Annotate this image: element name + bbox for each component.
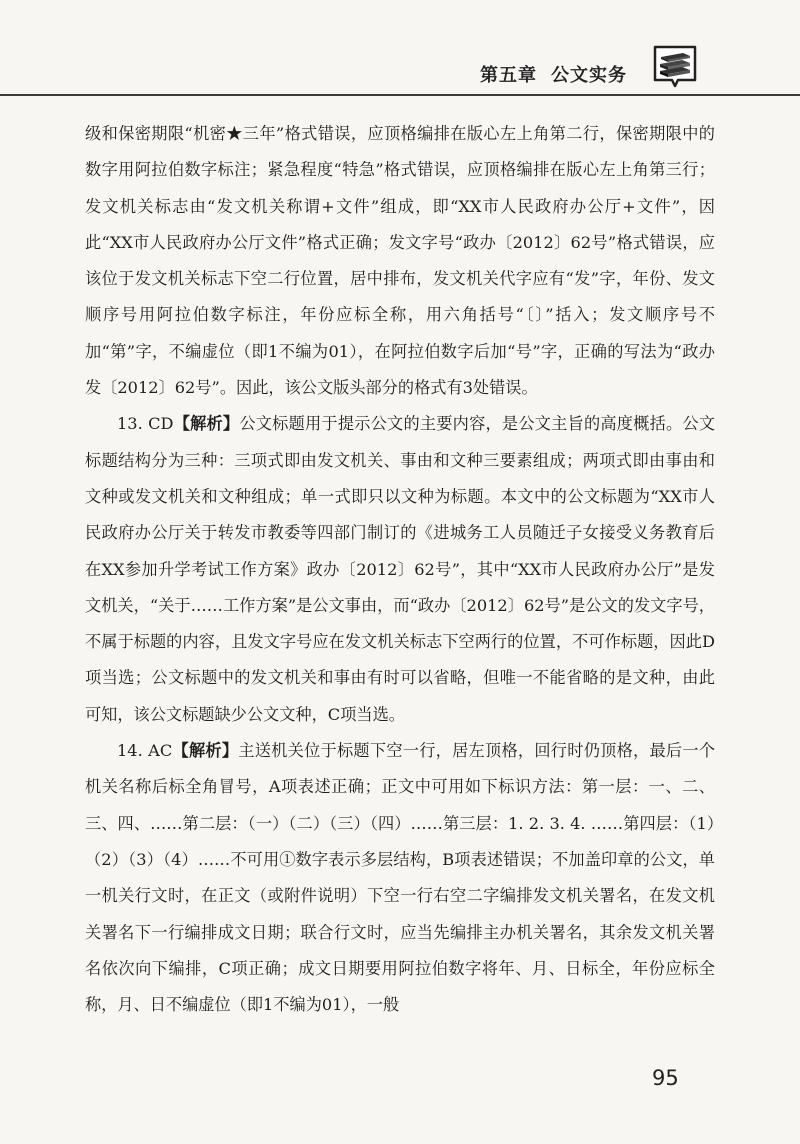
- paragraph-continued: 级和保密期限“机密★三年”格式错误，应顶格编排在版心左上角第二行，保密期限中的数字用阿拉伯数字标注；紧急程度“特急”格式错误，应顶格编排在版心左上角第三行；发文机关标志由“发文机关称谓+文件”组成，即“XX市人民政府办公厅+文件”，因此“XX市人民政府办公厅文件”格式正确；发文字号“政办〔2012〕62号”格式错误，应该位于发文机关标志下空二行位置，居中排布，发文机关代字应有“发”字，年份、发文顺序号用阿拉伯数字标注，年份应标全称，用六角括号“〔〕”括入；发文顺序号不加“第”字，不编虚位（即1不编为01），在阿拉伯数字后加“号”字，正确的写法为“政办发〔2012〕62号”。因此，该公文版头部分的格式有3处错误。: [85, 124, 715, 398]
- answer-14-text: 主送机关位于标题下空一行，居左顶格，回行时仍顶格，最后一个机关名称后标全角冒号，A项表述正确；正文中可用如下标识方法：第一层：一、二、三、四、……第二层：（一）（二）（三）（四）……第三层：1. 2. 3. 4. ……第四层：（1）（2）（3）（4）……不可用①数字表示多层结构，B项表述错误；不加盖印章的公文，单一机关行文时，在正文（或附件说明）下空一行右空二字编排发文机关署名，在发文机关署名下一行编排成文日期；联合行文时，应当先编排主办机关署名，其余发文机关署名依次向下编排，C项正确；成文日期要用阿拉伯数字将年、月、日标全，年份应标全称，月、日不编虚位（即1不编为01），一般: [85, 741, 716, 1015]
- running-header: [0, 0, 800, 100]
- answer-13-text: 公文标题用于提示公文的主要内容，是公文主旨的高度概括。公文标题结构分为三种：三项式即由发文机关、事由和文种三要素组成；两项式即由事由和文种或发文机关和文种组成；单一式即只以文种为标题。本文中的公文标题为“XX市人民政府办公厅关于转发市教委等四部门制订的《进城务工人员随迁子女接受义务教育后在XX参加升学考试工作方案》政办〔2012〕62号”，其中“XX市人民政府办公厅”是发文机关，“关于……工作方案”是公文事由，而“政办〔2012〕62号”是公文的发文字号，不属于标题的内容，且发文字号应在发文机关标志下空两行的位置，不可作标题，因此D项当选；公文标题中的发文机关和事由有时可以省略，但唯一不能省略的是文种，由此可知，该公文标题缺少公文文种，C项当选。: [85, 414, 716, 724]
- answer-13-analysis-tag: 【解析】: [173, 414, 240, 434]
- answer-13-number: 13. CD: [117, 414, 174, 434]
- chapter-title: 公文实务: [551, 65, 627, 86]
- answer-14: [85, 733, 715, 1023]
- chapter-number: 第五章: [480, 65, 537, 86]
- chapter-heading: [480, 61, 627, 87]
- answer-14-number: 14. AC: [117, 741, 173, 761]
- answer-14-analysis-tag: 【解析】: [172, 741, 239, 761]
- header-rule: [0, 94, 800, 96]
- answer-explanation-text: [85, 116, 715, 1023]
- page-number: 95: [652, 1066, 679, 1090]
- book-stack-icon: [652, 44, 698, 96]
- answer-13: [85, 406, 715, 733]
